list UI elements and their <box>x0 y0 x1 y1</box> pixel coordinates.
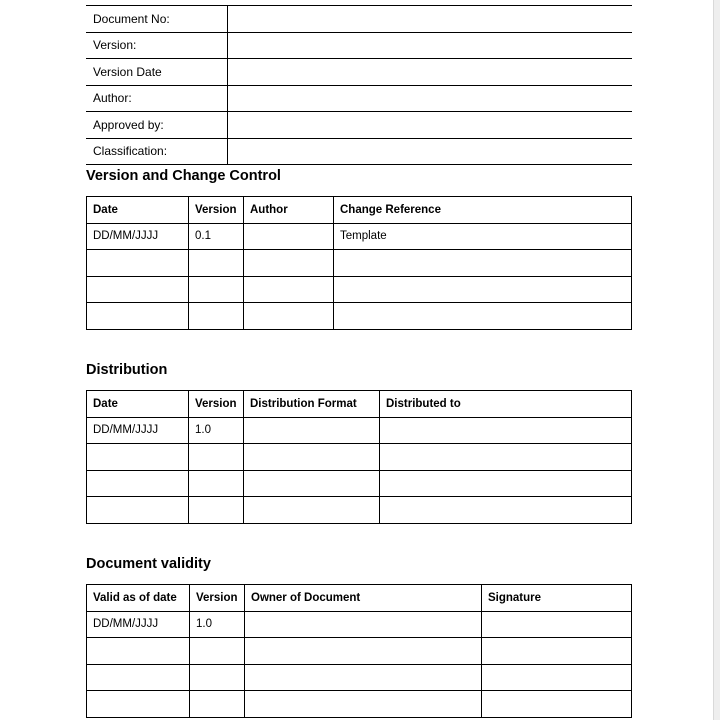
table-cell <box>245 691 482 718</box>
table-cell <box>244 276 334 303</box>
table-cell <box>87 276 189 303</box>
table-cell <box>245 664 482 691</box>
document-info-table <box>86 5 632 165</box>
version-date-label: Version Date <box>86 59 228 86</box>
column-header: Signature <box>482 585 632 612</box>
author-value <box>228 85 633 112</box>
table-cell <box>482 611 632 638</box>
doc-number-label: Document No: <box>86 6 228 33</box>
table-cell <box>190 664 245 691</box>
table-cell <box>244 470 380 497</box>
table-cell <box>189 444 244 471</box>
table-cell <box>380 470 632 497</box>
table-cell <box>87 303 189 330</box>
table-cell: DD/MM/JJJJ <box>87 417 189 444</box>
column-header: Version <box>189 197 244 224</box>
table-cell <box>87 444 189 471</box>
column-header: Valid as of date <box>87 585 190 612</box>
column-header: Author <box>244 197 334 224</box>
table-cell <box>87 664 190 691</box>
page-edge <box>713 0 720 720</box>
version-control-table <box>86 196 632 330</box>
table-row <box>86 59 632 86</box>
table-cell <box>190 638 245 665</box>
table-row <box>86 138 632 165</box>
table-cell: Template <box>334 223 632 250</box>
table-cell <box>334 276 632 303</box>
table-cell <box>380 497 632 524</box>
table-row <box>86 6 632 33</box>
table-cell <box>87 691 190 718</box>
table-cell: DD/MM/JJJJ <box>87 223 189 250</box>
version-control-heading: Version and Change Control <box>86 168 281 184</box>
approved-by-label: Approved by: <box>86 112 228 139</box>
table-row <box>87 276 632 303</box>
document-validity-heading: Document validity <box>86 556 211 572</box>
table-cell <box>189 303 244 330</box>
table-cell <box>87 470 189 497</box>
column-header: Distribution Format <box>244 391 380 418</box>
table-row <box>87 497 632 524</box>
author-label: Author: <box>86 85 228 112</box>
table-cell <box>190 691 245 718</box>
column-header: Date <box>87 197 189 224</box>
table-row <box>87 303 632 330</box>
column-header: Owner of Document <box>245 585 482 612</box>
table-header-row <box>87 585 632 612</box>
table-cell <box>245 611 482 638</box>
table-row <box>87 223 632 250</box>
table-cell <box>189 250 244 277</box>
table-row <box>87 664 632 691</box>
table-cell <box>482 664 632 691</box>
column-header: Version <box>190 585 245 612</box>
table-row <box>87 638 632 665</box>
table-cell <box>482 691 632 718</box>
table-cell <box>189 497 244 524</box>
table-cell: 1.0 <box>190 611 245 638</box>
classification-value <box>228 138 633 165</box>
column-header: Change Reference <box>334 197 632 224</box>
table-cell <box>380 417 632 444</box>
table-cell <box>189 470 244 497</box>
version-date-value <box>228 59 633 86</box>
table-cell <box>244 223 334 250</box>
table-cell <box>380 444 632 471</box>
distribution-table <box>86 390 632 524</box>
table-cell: DD/MM/JJJJ <box>87 611 190 638</box>
table-row <box>87 250 632 277</box>
table-cell <box>244 303 334 330</box>
table-cell <box>334 303 632 330</box>
table-cell <box>482 638 632 665</box>
table-cell <box>87 250 189 277</box>
table-cell <box>244 444 380 471</box>
table-row <box>86 85 632 112</box>
table-cell <box>245 638 482 665</box>
classification-label: Classification: <box>86 138 228 165</box>
document-validity-table <box>86 584 632 718</box>
table-cell <box>244 497 380 524</box>
version-value <box>228 32 633 59</box>
table-cell: 1.0 <box>189 417 244 444</box>
distribution-heading: Distribution <box>86 362 168 378</box>
table-row <box>87 444 632 471</box>
table-row <box>86 112 632 139</box>
table-cell <box>189 276 244 303</box>
column-header: Date <box>87 391 189 418</box>
table-header-row <box>87 391 632 418</box>
table-row <box>87 470 632 497</box>
table-cell <box>244 417 380 444</box>
table-cell <box>87 497 189 524</box>
table-row <box>87 611 632 638</box>
column-header: Distributed to <box>380 391 632 418</box>
table-row <box>86 32 632 59</box>
table-cell: 0.1 <box>189 223 244 250</box>
table-header-row <box>87 197 632 224</box>
table-cell <box>334 250 632 277</box>
doc-number-value <box>228 6 633 33</box>
column-header: Version <box>189 391 244 418</box>
table-cell <box>244 250 334 277</box>
approved-by-value <box>228 112 633 139</box>
table-row <box>87 417 632 444</box>
version-label: Version: <box>86 32 228 59</box>
table-row <box>87 691 632 718</box>
table-cell <box>87 638 190 665</box>
